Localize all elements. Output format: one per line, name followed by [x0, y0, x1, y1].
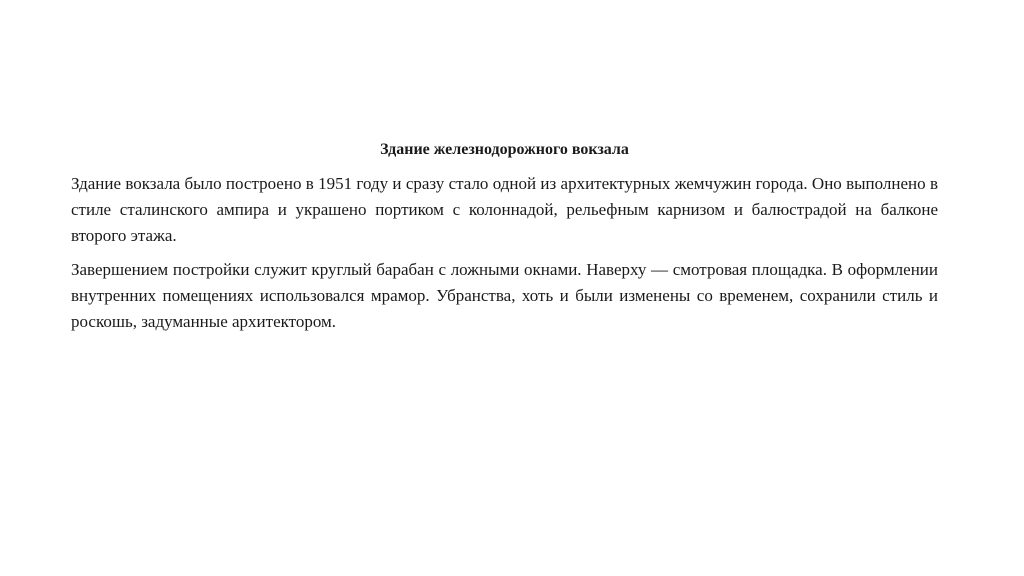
paragraph-history: Здание вокзала было построено в 1951 году и сразу стало одной из архитектурных жемчужин города. Оно выполнено в стиле сталинского ампира и украшено портиком с колоннадой, рельефным карнизом и балюстрадой на балконе второго этажа.: [71, 174, 938, 245]
document-title: Здание железнодорожного вокзала: [380, 141, 629, 158]
paragraph-architecture: Завершением постройки служит круглый барабан с ложными окнами. Наверху — смотровая площадка. В оформлении внутренних помещениях использовался мрамор. Убранства, хоть и были изменены со временем, сохранили стиль и роскошь, задуманные архитектором.: [71, 260, 938, 331]
document-body: [71, 138, 938, 335]
